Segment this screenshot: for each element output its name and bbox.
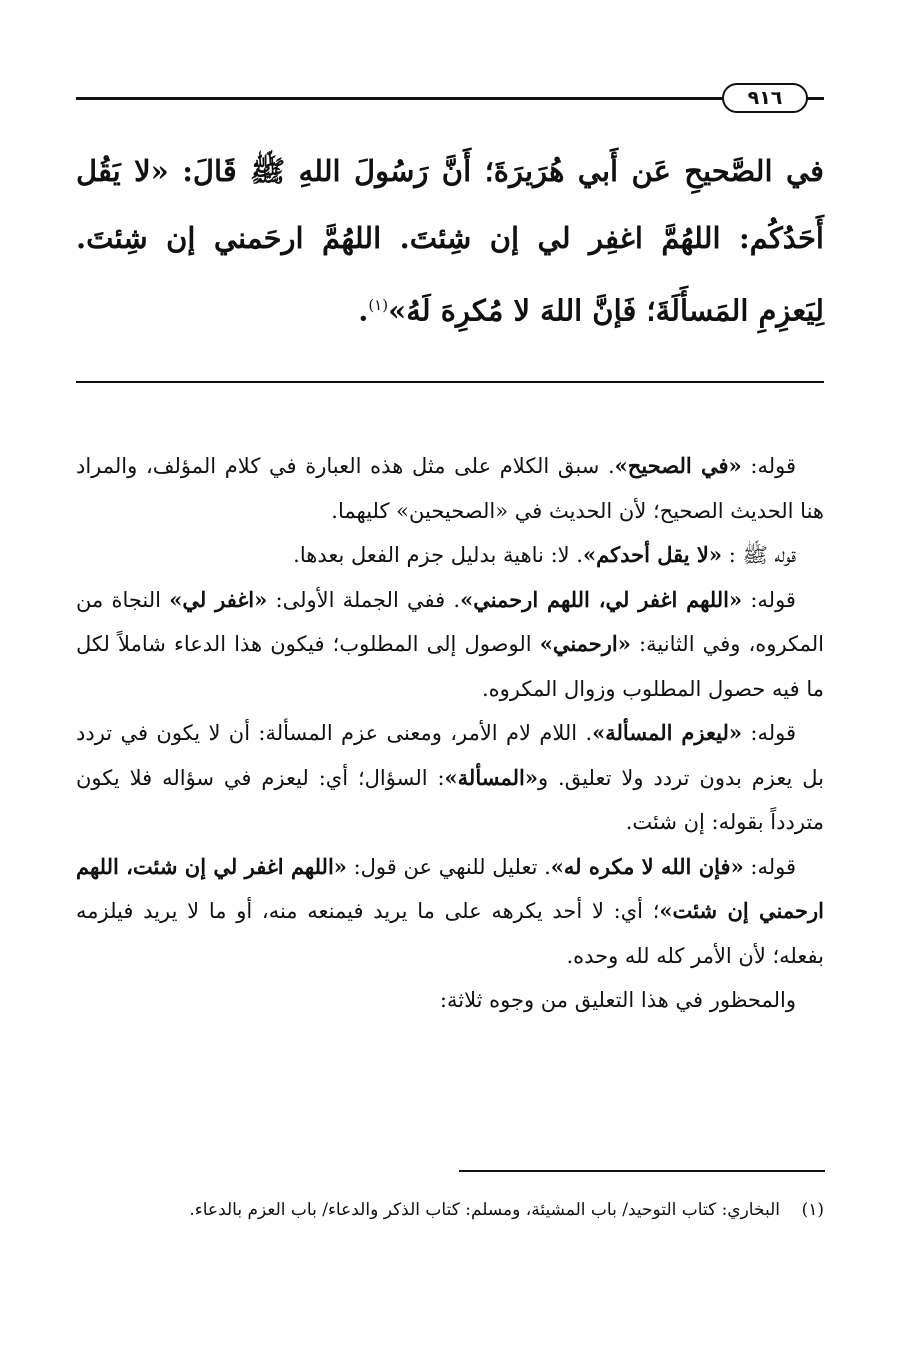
commentary-paragraph [76,533,824,578]
paragraph-lead: قوله: [741,454,796,478]
paragraph-text: : السؤال؛ أي: ليعزم في سؤاله فلا يكون متردداً بقوله: إن شئت. [76,765,824,834]
paragraph-text: الوصول إلى المطلوب؛ فيكون هذا الدعاء شاملاً لكل ما فيه حصول المطلوب وزوال المكروه. [76,632,824,701]
paragraph-text: . تعليل للنهي عن قول: [346,854,551,879]
section-divider [76,381,824,383]
header-rule-end [806,97,824,100]
footnote [76,1192,824,1228]
quoted-phrase: «لا يقل أحدكم» [582,542,723,567]
commentary-paragraph [76,711,824,845]
quoted-phrase: «المسألة» [444,764,538,790]
commentary-paragraph: والمحظور في هذا التعليق من وجوه ثلاثة: [439,988,796,1012]
paragraph-lead: قوله: [743,854,797,879]
hadith-end: . [358,293,369,328]
quoted-phrase: «اللهم اغفر لي، اللهم ارحمني» [460,586,743,612]
footnote-divider [459,1170,825,1172]
footnote-number: (١) [801,1200,824,1220]
commentary-paragraph [76,578,824,712]
commentary [76,444,824,1023]
header-rule [76,97,726,100]
commentary-paragraph [76,845,824,979]
paragraph-lead: قوله ﷺ : [722,543,796,567]
paragraph-text: . سبق الكلام على مثل هذه العبارة في كلام المؤلف، والمراد هنا الحديث الصحيح؛ لأن الحديث في «الصحيحين» كليهما. [76,454,824,523]
quoted-phrase: «في الصحيح» [614,453,742,478]
hadith-body: في الصَّحيحِ عَن أَبي هُرَيرَةَ؛ أَنَّ رَسُولَ اللهِ ﷺ قَالَ: «لا يَقُل أَحَدُكُم: اللهُمَّ اغفِر لي إن شِئتَ. اللهُمَّ ارحَمني إن شِئتَ. لِيَعزِمِ المَسأَلَةَ؛ فَإنَّ اللهَ لا مُكرِهَ لَهُ» [76,154,824,328]
paragraph-text: النجاة من المكروه، وفي الثانية: [76,587,824,656]
paragraph-text: . اللام لام الأمر، ومعنى عزم المسألة: أن لا يكون في تردد بل يعزم بدون تردد ولا تعليق. و [76,721,824,790]
footnote-text: البخاري: كتاب التوحيد/ باب المشيئة، ومسلم: كتاب الذكر والدعاء/ باب العزم بالدعاء. [189,1200,780,1220]
hadith-text [76,138,824,345]
quoted-phrase: «ارحمني» [539,631,631,656]
page-number: ٩١٦ [722,83,808,113]
paragraph-text: ؛ أي: لا أحد يكرهه على ما يريد فيمنعه منه، أو ما لا يريد فيلزمه بفعله؛ لأن الأمر كله لله وحده. [76,899,824,968]
quoted-phrase: «اللهم اغفر لي إن شئت، اللهم ارحمني إن شئت» [76,853,824,923]
paragraph-lead: قوله: [742,587,796,612]
quoted-phrase: «ليعزم المسألة» [592,720,743,745]
commentary-paragraph [76,444,824,533]
quoted-phrase: «فإن الله لا مكره له» [550,853,744,879]
quoted-phrase: «اغفر لي» [169,586,268,612]
footnote-reference: (١) [368,296,389,314]
paragraph-text: . ففي الجملة الأولى: [267,587,461,612]
paragraph-text: . لا: ناهية بدليل جزم الفعل بعدها. [293,543,583,567]
paragraph-lead: قوله: [742,721,796,745]
